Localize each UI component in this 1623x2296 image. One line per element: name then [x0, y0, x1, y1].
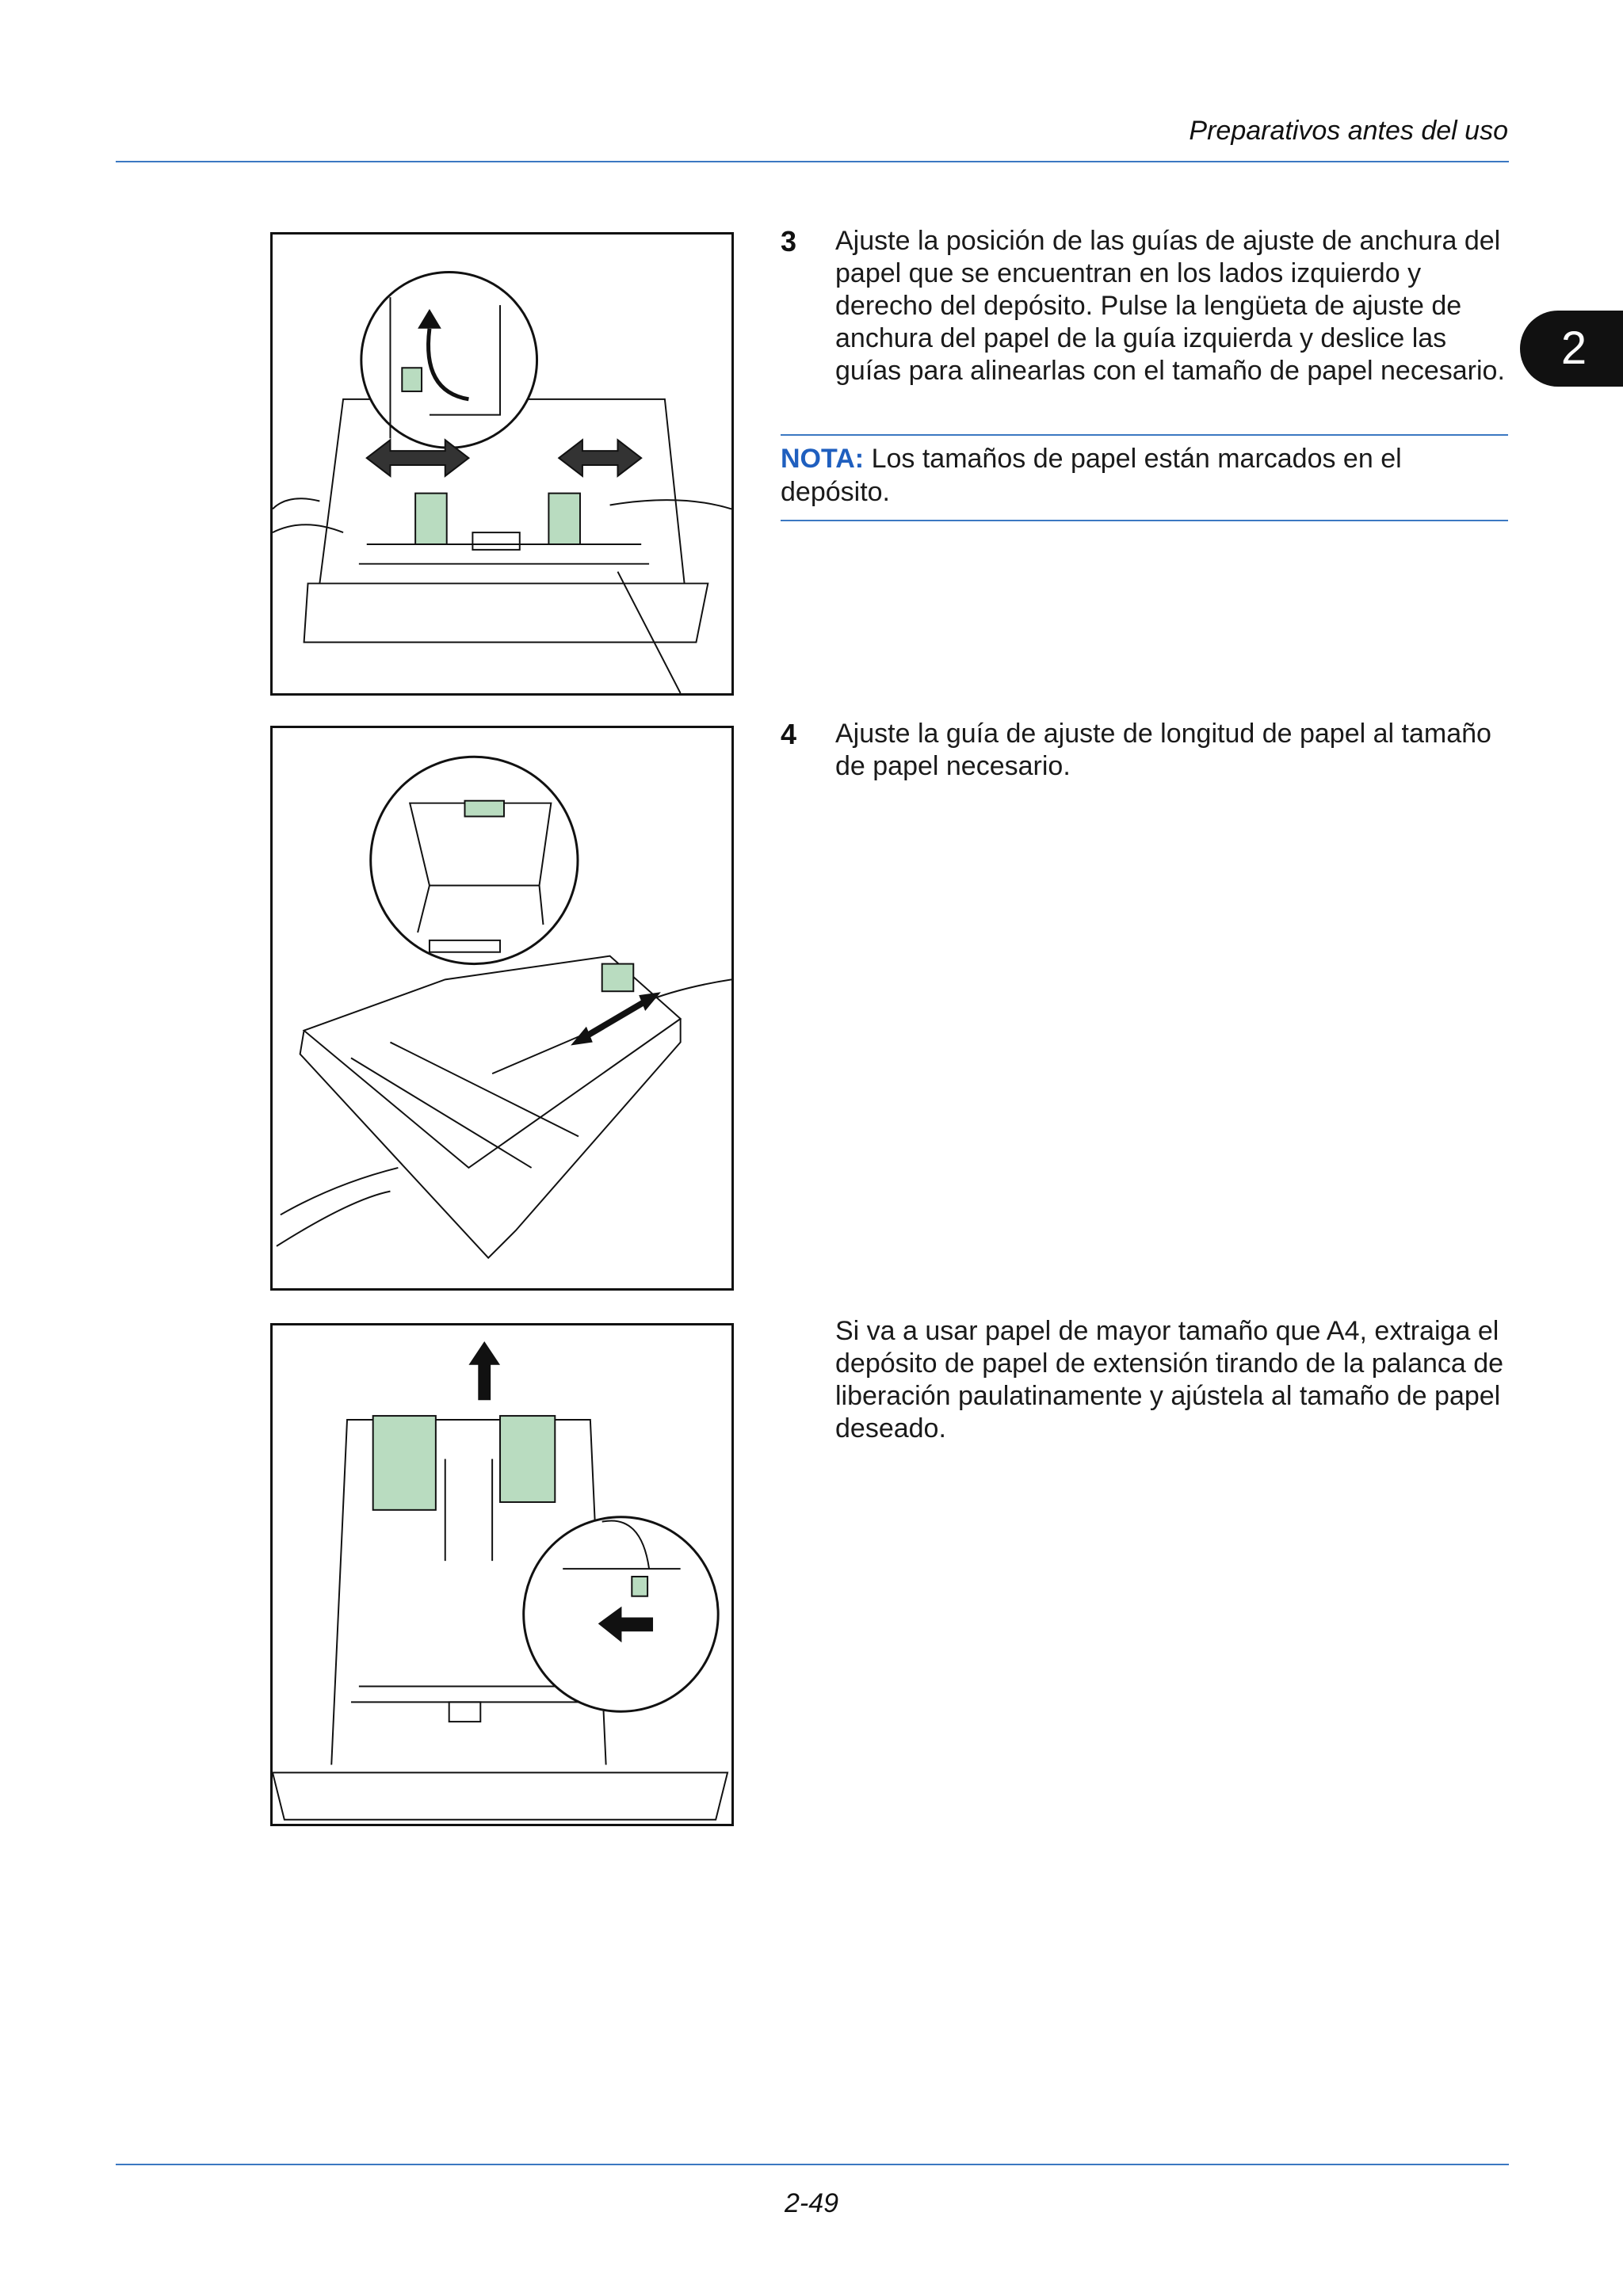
step-text: Ajuste la guía de ajuste de longitud de papel al tamaño de papel necesario.	[835, 719, 1491, 781]
figure-extension-tray	[270, 1323, 734, 1826]
footer-rule	[116, 2164, 1509, 2165]
page-number: 2-49	[784, 2188, 839, 2218]
left-width-guide	[415, 494, 447, 544]
note-text: Los tamaños de papel están marcados en el depósito.	[781, 444, 1402, 507]
extension-left-panel	[373, 1416, 436, 1510]
header-rule	[116, 161, 1509, 162]
step-number: 4	[781, 718, 797, 750]
note-label: NOTA:	[781, 444, 865, 474]
figure-length-guide	[270, 726, 734, 1291]
note-box	[781, 434, 1508, 521]
illustration-length-guide	[273, 728, 731, 1288]
step-number: 3	[781, 225, 797, 257]
right-width-guide	[548, 494, 580, 544]
chapter-tab[interactable]: 2	[1520, 311, 1623, 387]
header-title: Preparativos antes del uso	[1189, 116, 1508, 146]
step-text: Si va a usar papel de mayor tamaño que A4, extraiga el depósito de papel de extensión tirando de la palanca de liberación paulatinamente y ajústela al tamaño de papel deseado.	[835, 1316, 1504, 1444]
step-text: Ajuste la posición de las guías de ajuste de anchura del papel que se encuentran en los lados izquierdo y derecho del depósito. Pulse la lengüeta de ajuste de anchura del papel de la guía izquierda y deslice las guías para alinearlas con el tamaño de papel necesario.	[835, 226, 1505, 386]
illustration-extension-tray	[273, 1325, 731, 1824]
extension-right-panel	[500, 1416, 555, 1502]
figure-width-guides	[270, 232, 734, 696]
illustration-width-guides	[273, 235, 731, 693]
